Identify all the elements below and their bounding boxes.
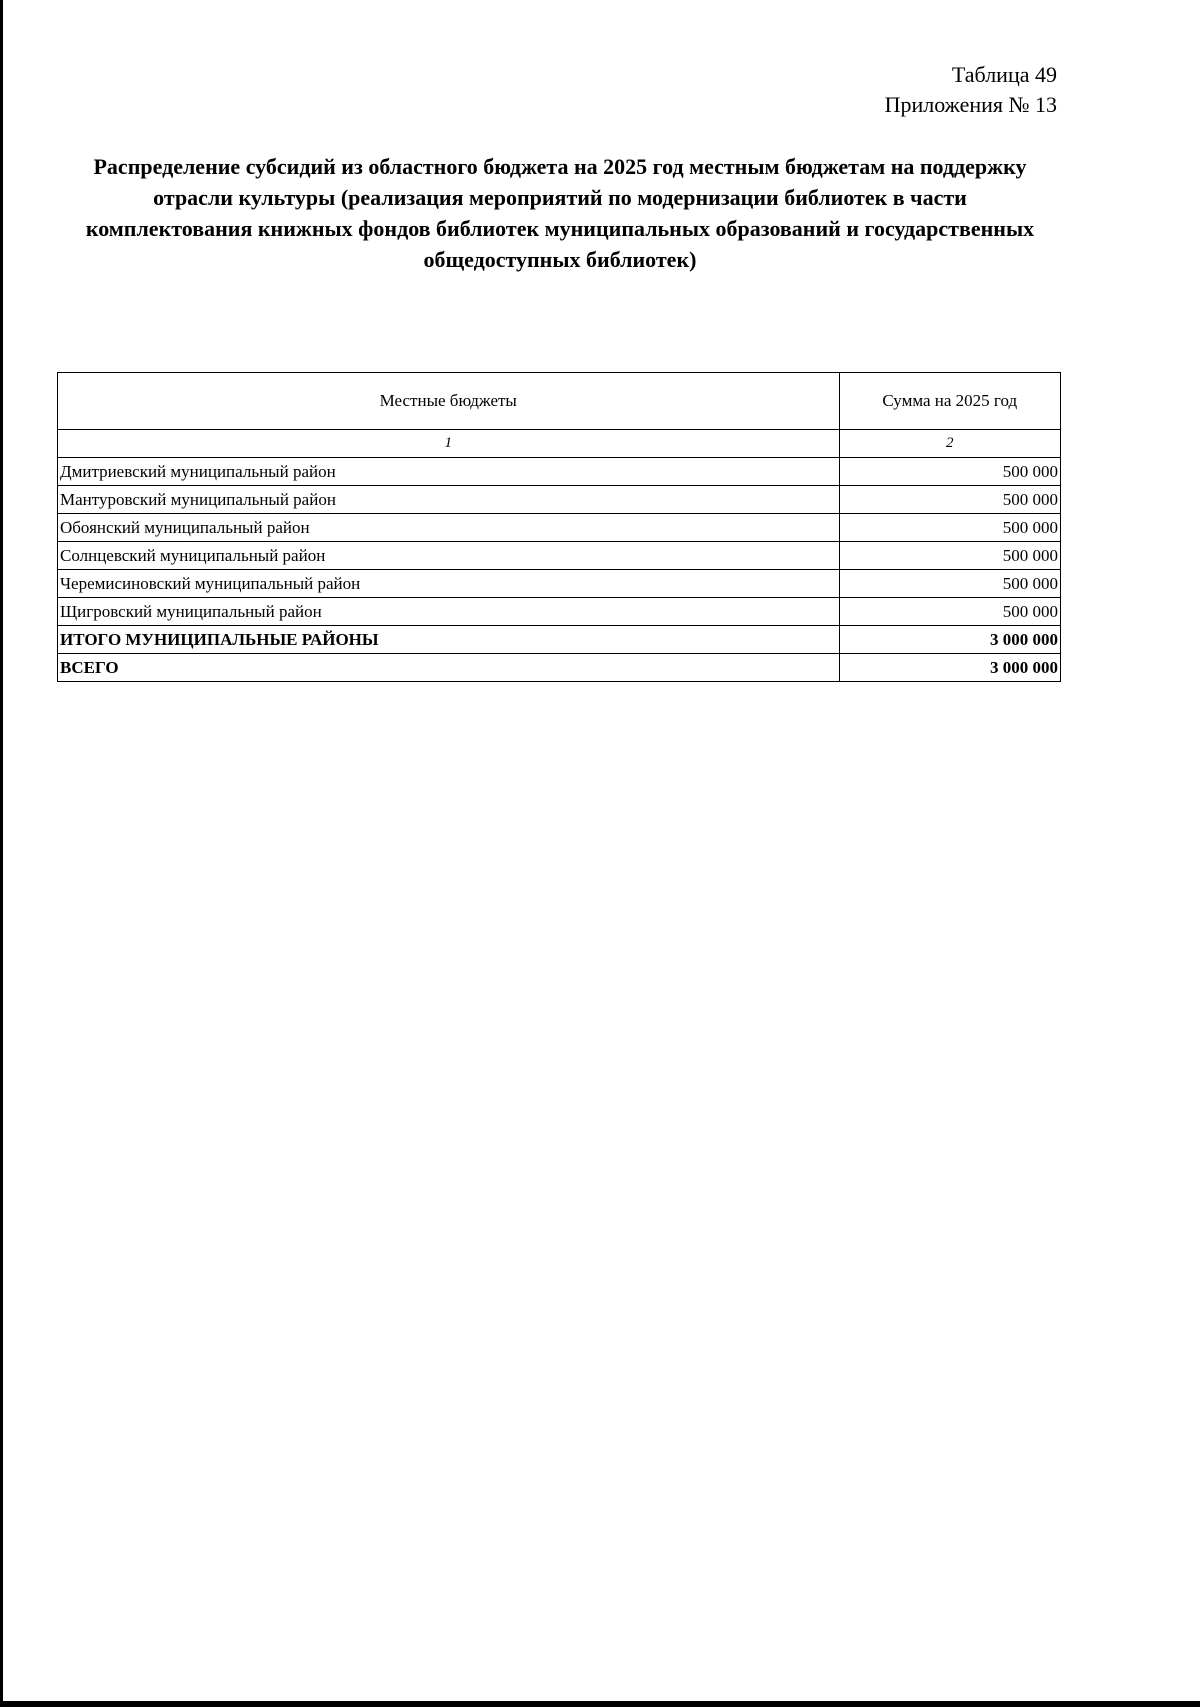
table-row — [58, 514, 1061, 542]
table-row — [58, 458, 1061, 486]
district-name: Мантуровский муниципальный район — [58, 486, 840, 514]
scan-border-left — [0, 0, 3, 1707]
table-header-row — [58, 373, 1061, 430]
district-amount: 500 000 — [839, 514, 1060, 542]
district-amount: 500 000 — [839, 570, 1060, 598]
district-amount: 500 000 — [839, 598, 1060, 626]
column-number-1: 1 — [58, 430, 840, 458]
column-header-budgets: Местные бюджеты — [58, 373, 840, 430]
total-label: ВСЕГО — [58, 654, 840, 682]
total-row — [58, 654, 1061, 682]
district-name: Дмитриевский муниципальный район — [58, 458, 840, 486]
district-amount: 500 000 — [839, 458, 1060, 486]
table-row — [58, 570, 1061, 598]
table-row — [58, 598, 1061, 626]
total-amount: 3 000 000 — [839, 654, 1060, 682]
district-amount: 500 000 — [839, 542, 1060, 570]
district-name: Щигровский муниципальный район — [58, 598, 840, 626]
table-row — [58, 486, 1061, 514]
table-reference: Таблица 49 — [951, 62, 1057, 87]
subsidy-table — [57, 372, 1061, 682]
document-title: Распределение субсидий из областного бюджета на 2025 год местным бюджетам на поддержку отрасли культуры (реализация мероприятий по модернизации библиотек в части комплектования книжных фондов библиотек муниципальных образований и государственных общедоступных библиотек) — [85, 154, 1035, 272]
scan-border-bottom — [0, 1701, 1200, 1707]
subtotal-label: ИТОГО МУНИЦИПАЛЬНЫЕ РАЙОНЫ — [58, 626, 840, 654]
column-header-amount: Сумма на 2025 год — [839, 373, 1060, 430]
subtotal-row — [58, 626, 1061, 654]
column-number-row — [58, 430, 1061, 458]
district-name: Солнцевский муниципальный район — [58, 542, 840, 570]
appendix-reference: Приложения № 13 — [884, 92, 1057, 117]
district-name: Обоянский муниципальный район — [58, 514, 840, 542]
table-row — [58, 542, 1061, 570]
column-number-2: 2 — [839, 430, 1060, 458]
district-amount: 500 000 — [839, 486, 1060, 514]
document-reference — [885, 60, 1057, 120]
subtotal-amount: 3 000 000 — [839, 626, 1060, 654]
district-name: Черемисиновский муниципальный район — [58, 570, 840, 598]
